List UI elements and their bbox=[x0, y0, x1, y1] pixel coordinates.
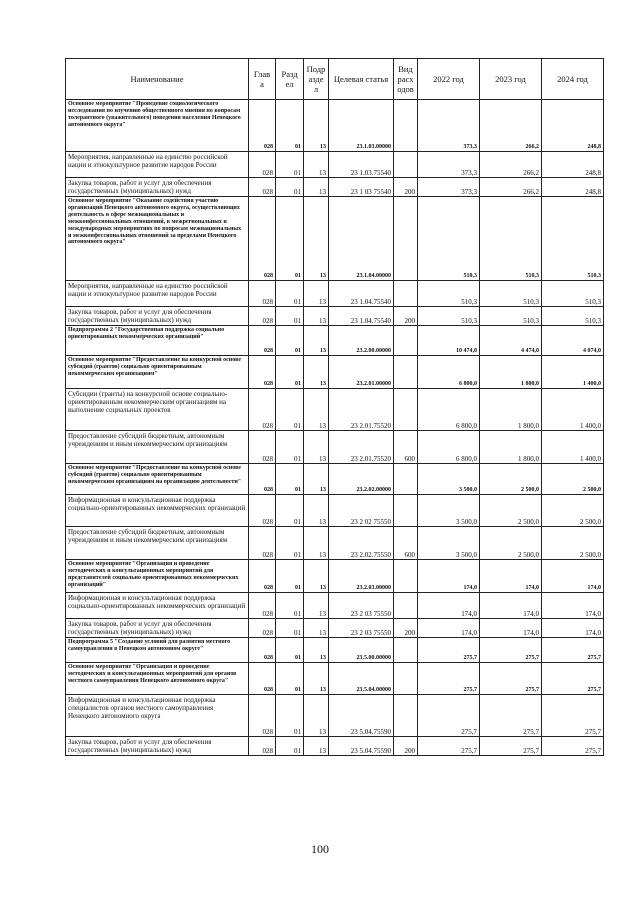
cell-name: Основное мероприятие "Предоставление на конкурсной основе субсидий (грантов) социально ориентированным некоммерческим организациям на организацию деятельности" bbox=[66, 464, 249, 495]
cell-y2024: 510,3 bbox=[542, 307, 604, 326]
cell-razdel: 01 bbox=[276, 593, 304, 619]
table-header-row bbox=[66, 59, 604, 100]
budget-table bbox=[65, 58, 604, 756]
cell-glava: 028 bbox=[249, 307, 276, 326]
cell-target: 23.2.01.00000 bbox=[329, 356, 394, 389]
cell-name: Подпрограмма 2 "Государственная поддержка социально ориентированных некоммерческих организаций" bbox=[66, 326, 249, 356]
cell-y2022: 373,3 bbox=[418, 152, 480, 178]
cell-y2024: 174,0 bbox=[542, 619, 604, 638]
cell-razdel: 01 bbox=[276, 527, 304, 560]
cell-y2024: 4 074,0 bbox=[542, 326, 604, 356]
cell-target: 23 1.04.75540 bbox=[329, 281, 394, 307]
cell-y2023: 1 800,0 bbox=[480, 389, 542, 431]
cell-glava: 028 bbox=[249, 464, 276, 495]
cell-y2024: 1 400,0 bbox=[542, 389, 604, 431]
cell-podrazdel: 13 bbox=[304, 495, 329, 527]
cell-razdel: 01 bbox=[276, 464, 304, 495]
cell-y2022: 3 500,0 bbox=[418, 464, 480, 495]
cell-glava: 028 bbox=[249, 560, 276, 593]
cell-y2023: 1 800,0 bbox=[480, 356, 542, 389]
cell-name: Закупка товаров, работ и услуг для обеспечения государственных (муниципальных) нужд bbox=[66, 737, 249, 756]
cell-target: 23 5.04.75590 bbox=[329, 737, 394, 756]
cell-y2022: 174,0 bbox=[418, 560, 480, 593]
cell-glava: 028 bbox=[249, 663, 276, 695]
cell-name: Информационная и консультационная поддержка социально-ориентированных некоммерческих организаций bbox=[66, 495, 249, 527]
cell-y2022: 275,7 bbox=[418, 695, 480, 737]
cell-podrazdel: 13 bbox=[304, 737, 329, 756]
cell-vid bbox=[394, 197, 418, 281]
cell-vid bbox=[394, 100, 418, 152]
cell-razdel: 01 bbox=[276, 663, 304, 695]
header-podrazdel: Подр азде л bbox=[304, 59, 329, 100]
cell-vid bbox=[394, 389, 418, 431]
cell-razdel: 01 bbox=[276, 619, 304, 638]
cell-podrazdel: 13 bbox=[304, 100, 329, 152]
cell-vid bbox=[394, 663, 418, 695]
cell-y2022: 510,3 bbox=[418, 281, 480, 307]
cell-y2024: 248,8 bbox=[542, 152, 604, 178]
cell-vid bbox=[394, 695, 418, 737]
cell-y2024: 275,7 bbox=[542, 695, 604, 737]
cell-y2023: 510,3 bbox=[480, 281, 542, 307]
cell-y2022: 6 800,0 bbox=[418, 431, 480, 464]
cell-y2023: 174,0 bbox=[480, 560, 542, 593]
cell-target: 23 1 03 75540 bbox=[329, 178, 394, 197]
cell-y2024: 174,0 bbox=[542, 593, 604, 619]
table-row bbox=[66, 663, 604, 695]
cell-name: Подпрограмма 5 "Создание условий для развития местного самоуправления в Ненецком автономном округе" bbox=[66, 638, 249, 663]
cell-razdel: 01 bbox=[276, 178, 304, 197]
cell-y2024: 510,3 bbox=[542, 197, 604, 281]
cell-razdel: 01 bbox=[276, 737, 304, 756]
cell-target: 23 2.01.75520 bbox=[329, 431, 394, 464]
cell-name: Основное мероприятие "Проведение социологического исследования по изучению общественного мнения по вопросам толерантного (уважительного) поведения населения Ненецкого автономного округа" bbox=[66, 100, 249, 152]
cell-y2023: 275,7 bbox=[480, 663, 542, 695]
page-number: 100 bbox=[311, 842, 329, 856]
table-row bbox=[66, 152, 604, 178]
cell-name: Основное мероприятие "Организация и проведение методических и консультационных мероприятий для органов местного самоуправления Ненецкого автономного округа" bbox=[66, 663, 249, 695]
table-row bbox=[66, 695, 604, 737]
table-row bbox=[66, 100, 604, 152]
table-row bbox=[66, 431, 604, 464]
cell-y2023: 510,3 bbox=[480, 307, 542, 326]
cell-y2023: 4 474,0 bbox=[480, 326, 542, 356]
cell-y2023: 174,0 bbox=[480, 619, 542, 638]
cell-razdel: 01 bbox=[276, 495, 304, 527]
cell-vid: 600 bbox=[394, 431, 418, 464]
cell-target: 23 2 03 75550 bbox=[329, 593, 394, 619]
cell-y2023: 2 500,0 bbox=[480, 527, 542, 560]
cell-glava: 028 bbox=[249, 638, 276, 663]
cell-vid bbox=[394, 464, 418, 495]
cell-name: Основное мероприятие "Оказание содействия участию организаций Ненецкого автономного округа, осуществляющих деятельность в сфере межнациональных и межконфессиональных отношений, в межрегиональных и международных мероприятиях по вопросам межнациональных и межконфессиональных отношений за пределами Ненецкого автономного округа" bbox=[66, 197, 249, 281]
cell-y2024: 275,7 bbox=[542, 638, 604, 663]
cell-y2022: 10 474,0 bbox=[418, 326, 480, 356]
table-row bbox=[66, 464, 604, 495]
cell-y2022: 275,7 bbox=[418, 663, 480, 695]
cell-razdel: 01 bbox=[276, 197, 304, 281]
table-row bbox=[66, 356, 604, 389]
cell-vid bbox=[394, 638, 418, 663]
cell-vid bbox=[394, 495, 418, 527]
cell-razdel: 01 bbox=[276, 638, 304, 663]
cell-podrazdel: 13 bbox=[304, 464, 329, 495]
cell-glava: 028 bbox=[249, 356, 276, 389]
cell-y2023: 1 800,0 bbox=[480, 431, 542, 464]
cell-glava: 028 bbox=[249, 197, 276, 281]
cell-target: 23 5.04.75590 bbox=[329, 695, 394, 737]
cell-glava: 028 bbox=[249, 431, 276, 464]
cell-glava: 028 bbox=[249, 178, 276, 197]
cell-vid: 600 bbox=[394, 527, 418, 560]
cell-y2022: 3 500,0 bbox=[418, 495, 480, 527]
cell-y2024: 1 400,0 bbox=[542, 431, 604, 464]
cell-y2022: 510,3 bbox=[418, 307, 480, 326]
cell-target: 23.2.02.00000 bbox=[329, 464, 394, 495]
cell-vid bbox=[394, 356, 418, 389]
cell-y2022: 3 500,0 bbox=[418, 527, 480, 560]
header-2024: 2024 год bbox=[542, 59, 604, 100]
cell-podrazdel: 13 bbox=[304, 307, 329, 326]
cell-podrazdel: 13 bbox=[304, 695, 329, 737]
cell-vid: 200 bbox=[394, 178, 418, 197]
cell-y2023: 275,7 bbox=[480, 695, 542, 737]
cell-target: 23 1.03.75540 bbox=[329, 152, 394, 178]
cell-y2024: 275,7 bbox=[542, 663, 604, 695]
cell-y2024: 2 500,0 bbox=[542, 495, 604, 527]
cell-razdel: 01 bbox=[276, 100, 304, 152]
cell-podrazdel: 13 bbox=[304, 152, 329, 178]
cell-y2022: 6 800,0 bbox=[418, 356, 480, 389]
cell-y2024: 248,8 bbox=[542, 100, 604, 152]
cell-y2024: 275,7 bbox=[542, 737, 604, 756]
cell-glava: 028 bbox=[249, 737, 276, 756]
cell-y2023: 174,0 bbox=[480, 593, 542, 619]
cell-target: 23 2 03 75550 bbox=[329, 619, 394, 638]
cell-glava: 028 bbox=[249, 152, 276, 178]
cell-glava: 028 bbox=[249, 495, 276, 527]
header-glava: Глав а bbox=[249, 59, 276, 100]
cell-y2022: 275,7 bbox=[418, 737, 480, 756]
cell-target: 23.1.03.00000 bbox=[329, 100, 394, 152]
header-name: Наименование bbox=[66, 59, 249, 100]
table-row bbox=[66, 593, 604, 619]
cell-y2023: 266,2 bbox=[480, 152, 542, 178]
cell-vid bbox=[394, 593, 418, 619]
table-row bbox=[66, 737, 604, 756]
cell-podrazdel: 13 bbox=[304, 431, 329, 464]
document-page bbox=[65, 58, 603, 756]
cell-podrazdel: 13 bbox=[304, 281, 329, 307]
cell-podrazdel: 13 bbox=[304, 638, 329, 663]
cell-podrazdel: 13 bbox=[304, 178, 329, 197]
cell-target: 23 1.04.75540 bbox=[329, 307, 394, 326]
cell-glava: 028 bbox=[249, 619, 276, 638]
cell-razdel: 01 bbox=[276, 326, 304, 356]
cell-target: 23.1.04.00000 bbox=[329, 197, 394, 281]
cell-podrazdel: 13 bbox=[304, 356, 329, 389]
cell-y2022: 174,0 bbox=[418, 619, 480, 638]
cell-glava: 028 bbox=[249, 326, 276, 356]
cell-vid bbox=[394, 152, 418, 178]
cell-name: Основное мероприятие "Организация и проведение методических и консультационных мероприятий для представителей социально ориентированных некоммерческих организаций" bbox=[66, 560, 249, 593]
cell-vid bbox=[394, 326, 418, 356]
table-row bbox=[66, 307, 604, 326]
cell-y2024: 2 500,0 bbox=[542, 464, 604, 495]
cell-y2022: 373,3 bbox=[418, 100, 480, 152]
cell-name: Информационная и консультационная поддержка специалистов органов местного самоуправления Ненецкого автономного округа bbox=[66, 695, 249, 737]
cell-podrazdel: 13 bbox=[304, 560, 329, 593]
cell-podrazdel: 13 bbox=[304, 527, 329, 560]
cell-razdel: 01 bbox=[276, 281, 304, 307]
cell-target: 23.5.04.00000 bbox=[329, 663, 394, 695]
cell-podrazdel: 13 bbox=[304, 619, 329, 638]
table-row bbox=[66, 527, 604, 560]
cell-razdel: 01 bbox=[276, 431, 304, 464]
cell-name: Предоставление субсидий бюджетным, автономным учреждениям и иным некоммерческим организациям bbox=[66, 431, 249, 464]
header-2022: 2022 год bbox=[418, 59, 480, 100]
cell-y2024: 248,8 bbox=[542, 178, 604, 197]
cell-razdel: 01 bbox=[276, 356, 304, 389]
cell-glava: 028 bbox=[249, 389, 276, 431]
cell-name: Мероприятия, направленные на единство российской нации и этнокультурное развитие народов России bbox=[66, 152, 249, 178]
cell-name: Мероприятия, направленные на единство российской нации и этнокультурное развитие народов России bbox=[66, 281, 249, 307]
cell-y2023: 266,2 bbox=[480, 100, 542, 152]
cell-podrazdel: 13 bbox=[304, 389, 329, 431]
table-row bbox=[66, 619, 604, 638]
cell-glava: 028 bbox=[249, 100, 276, 152]
header-target: Целевая статья bbox=[329, 59, 394, 100]
cell-name: Закупка товаров, работ и услуг для обеспечения государственных (муниципальных) нужд bbox=[66, 307, 249, 326]
cell-name: Информационная и консультационная поддержка социально-ориентированных некоммерческих организаций bbox=[66, 593, 249, 619]
cell-vid: 200 bbox=[394, 307, 418, 326]
table-row bbox=[66, 178, 604, 197]
cell-name: Субсидии (гранты) на конкурсной основе социально-ориентированным некоммерческим организациям на выполнение социальных проектов bbox=[66, 389, 249, 431]
cell-podrazdel: 13 bbox=[304, 663, 329, 695]
cell-razdel: 01 bbox=[276, 152, 304, 178]
cell-vid bbox=[394, 560, 418, 593]
cell-glava: 028 bbox=[249, 695, 276, 737]
cell-name: Предоставление субсидий бюджетным, автономным учреждениям и иным некоммерческим организациям bbox=[66, 527, 249, 560]
table-row bbox=[66, 281, 604, 307]
cell-razdel: 01 bbox=[276, 695, 304, 737]
cell-y2023: 2 500,0 bbox=[480, 464, 542, 495]
cell-y2023: 275,7 bbox=[480, 638, 542, 663]
table-row bbox=[66, 326, 604, 356]
cell-target: 23.2.03.00000 bbox=[329, 560, 394, 593]
table-row bbox=[66, 495, 604, 527]
cell-vid: 200 bbox=[394, 737, 418, 756]
cell-y2023: 275,7 bbox=[480, 737, 542, 756]
cell-y2022: 510,3 bbox=[418, 197, 480, 281]
cell-glava: 028 bbox=[249, 593, 276, 619]
table-row bbox=[66, 560, 604, 593]
cell-y2023: 510,3 bbox=[480, 197, 542, 281]
cell-y2022: 275,7 bbox=[418, 638, 480, 663]
cell-y2022: 373,3 bbox=[418, 178, 480, 197]
header-vid: Вид расх одов bbox=[394, 59, 418, 100]
cell-glava: 028 bbox=[249, 527, 276, 560]
header-2023: 2023 год bbox=[480, 59, 542, 100]
cell-target: 23 2 02 75550 bbox=[329, 495, 394, 527]
cell-podrazdel: 13 bbox=[304, 326, 329, 356]
cell-vid: 200 bbox=[394, 619, 418, 638]
cell-target: 23.5.00.00000 bbox=[329, 638, 394, 663]
cell-y2023: 266,2 bbox=[480, 178, 542, 197]
table-row bbox=[66, 197, 604, 281]
cell-podrazdel: 13 bbox=[304, 593, 329, 619]
cell-target: 23 2.02.75550 bbox=[329, 527, 394, 560]
cell-vid bbox=[394, 281, 418, 307]
cell-y2022: 174,0 bbox=[418, 593, 480, 619]
cell-name: Закупка товаров, работ и услуг для обеспечения государственных (муниципальных) нужд bbox=[66, 178, 249, 197]
header-razdel: Разд ел bbox=[276, 59, 304, 100]
table-row bbox=[66, 638, 604, 663]
cell-y2022: 6 800,0 bbox=[418, 389, 480, 431]
cell-glava: 028 bbox=[249, 281, 276, 307]
cell-y2024: 1 400,0 bbox=[542, 356, 604, 389]
cell-name: Закупка товаров, работ и услуг для обеспечения государственных (муниципальных) нужд bbox=[66, 619, 249, 638]
cell-target: 23 2.01.75520 bbox=[329, 389, 394, 431]
cell-razdel: 01 bbox=[276, 560, 304, 593]
cell-name: Основное мероприятие "Предоставление на конкурсной основе субсидий (грантов) социально ориентированным некоммерческим организациям" bbox=[66, 356, 249, 389]
cell-y2024: 2 500,0 bbox=[542, 527, 604, 560]
cell-y2024: 510,3 bbox=[542, 281, 604, 307]
cell-razdel: 01 bbox=[276, 389, 304, 431]
table-row bbox=[66, 389, 604, 431]
cell-podrazdel: 13 bbox=[304, 197, 329, 281]
cell-y2024: 174,0 bbox=[542, 560, 604, 593]
cell-target: 23.2.00.00000 bbox=[329, 326, 394, 356]
cell-razdel: 01 bbox=[276, 307, 304, 326]
cell-y2023: 2 500,0 bbox=[480, 495, 542, 527]
